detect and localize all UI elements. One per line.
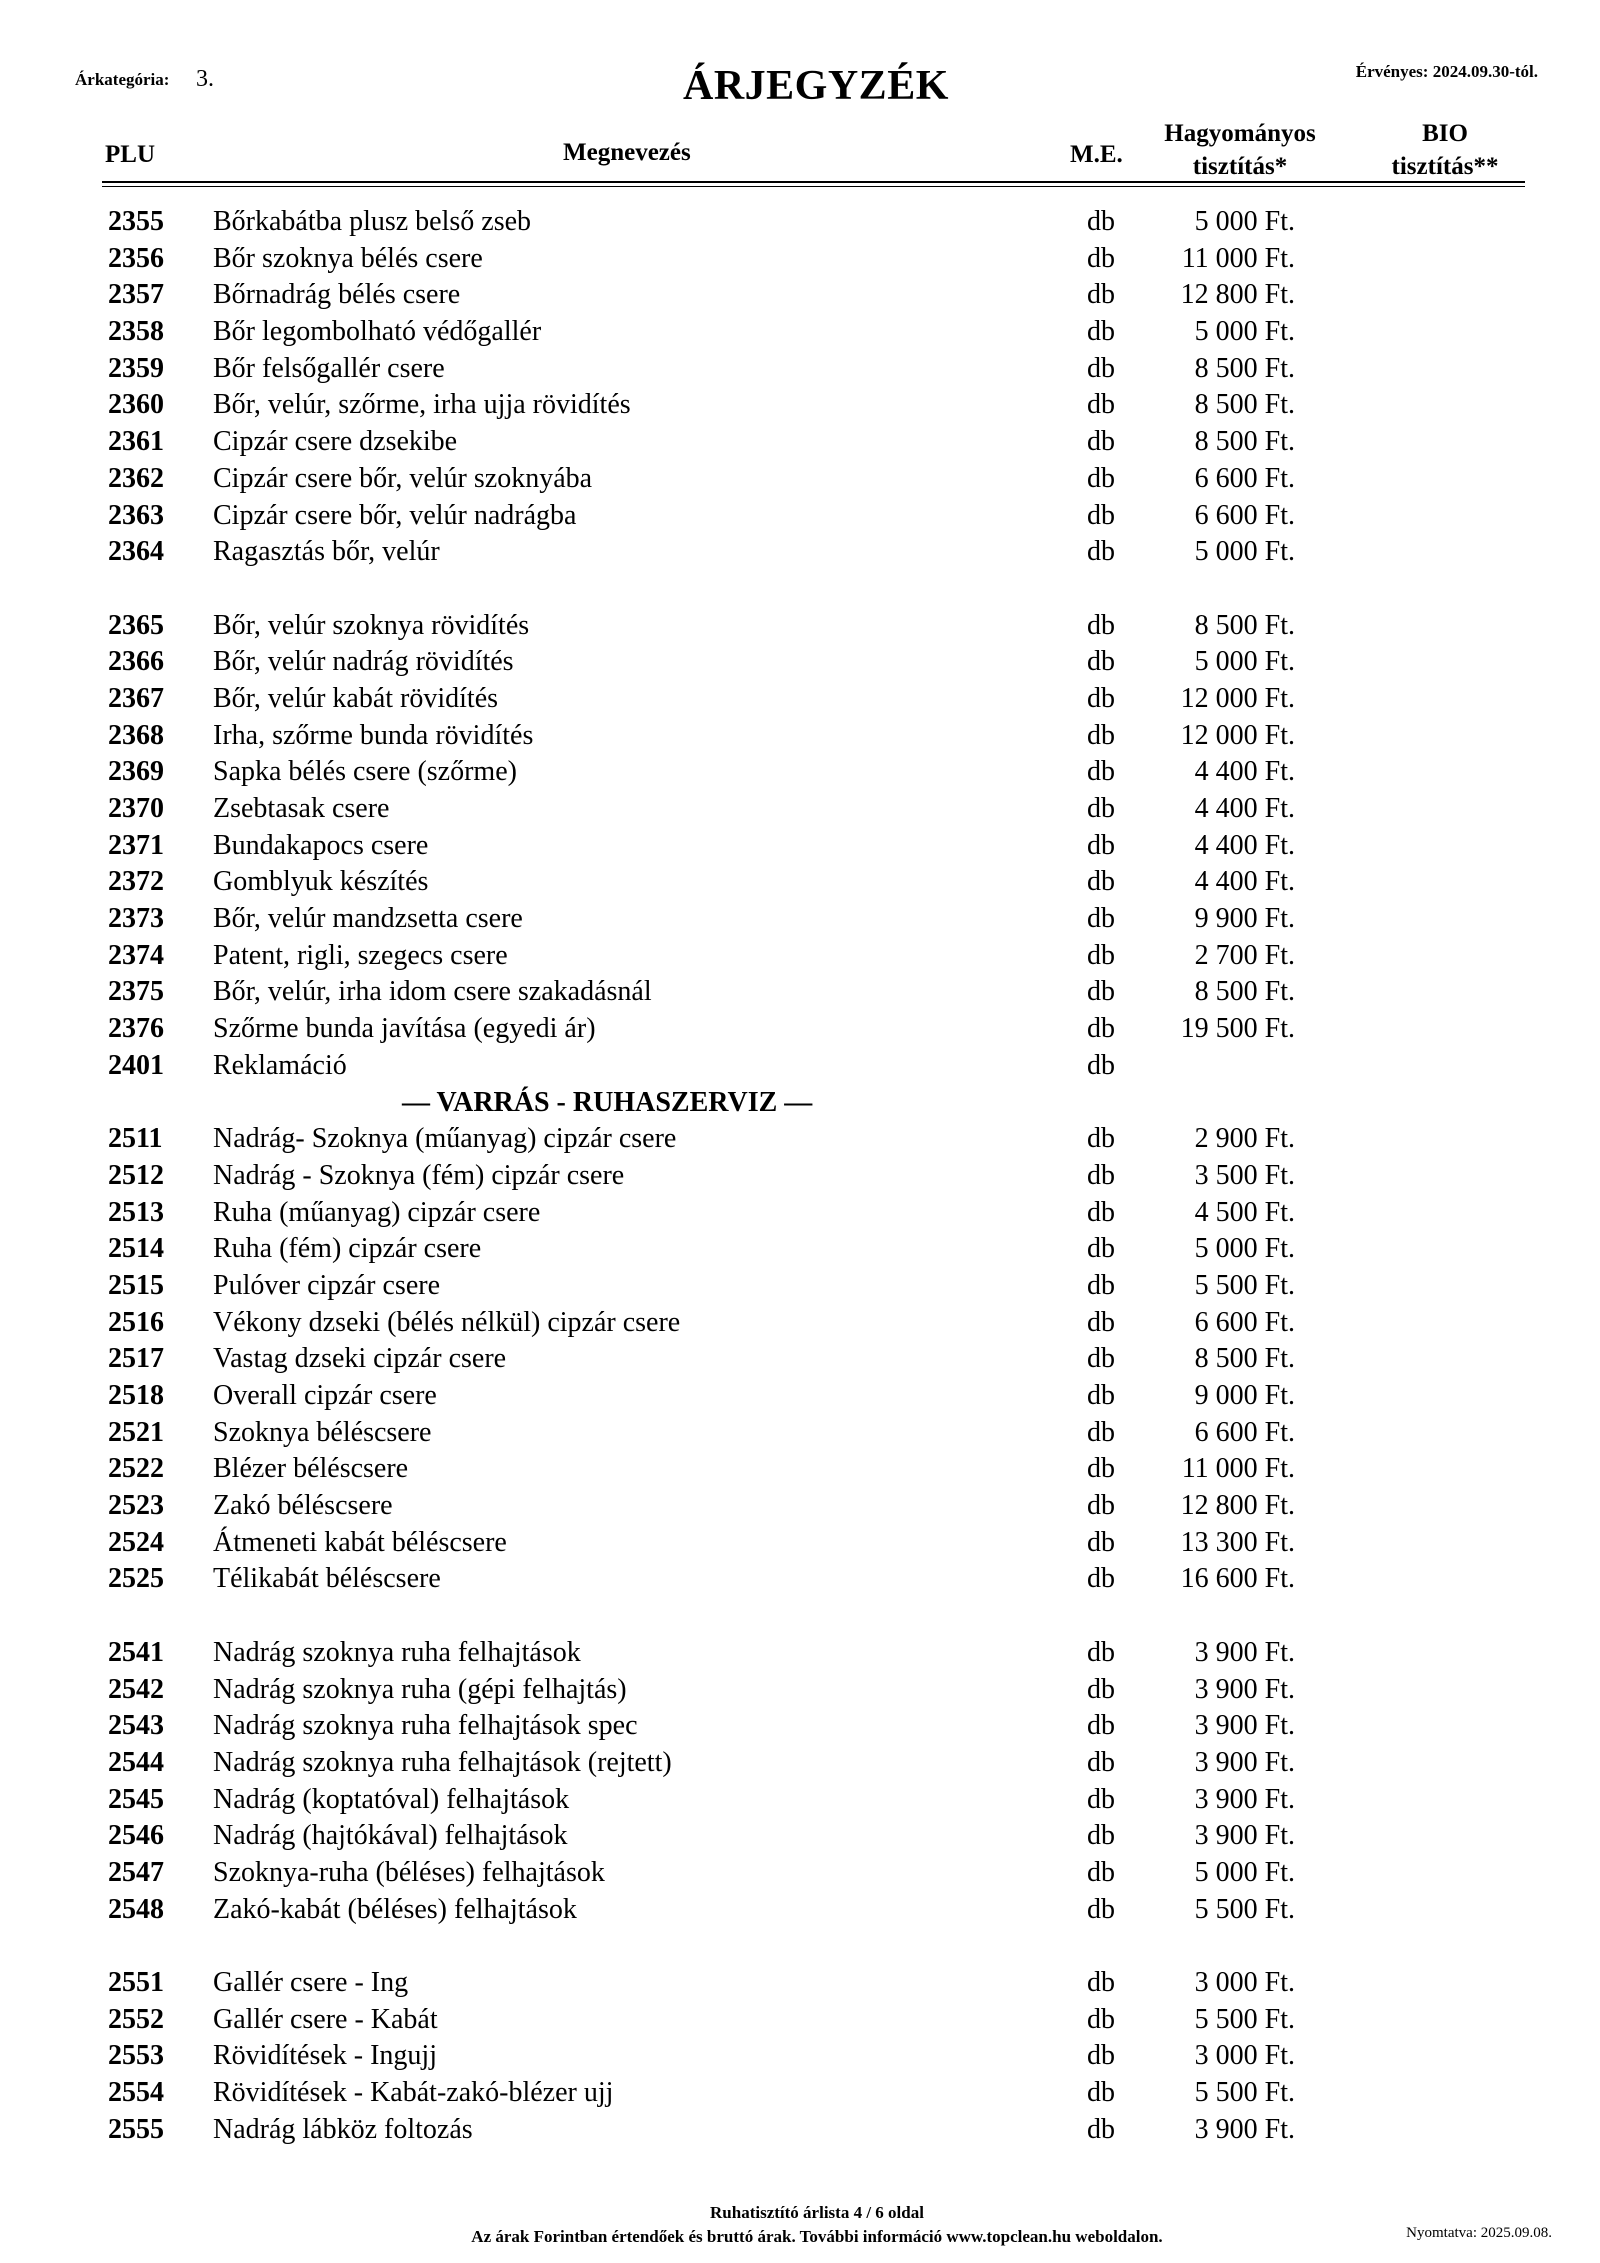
plu-cell: 2371 bbox=[108, 829, 164, 861]
unit-cell: db bbox=[1087, 462, 1115, 494]
plu-cell: 2368 bbox=[108, 719, 164, 751]
price-cell: 5 000 Ft. bbox=[1194, 316, 1295, 348]
name-cell: Nadrág- Szoknya (műanyag) cipzár csere bbox=[213, 1123, 677, 1155]
plu-cell: 2547 bbox=[108, 1856, 164, 1888]
name-cell: Bőr, velúr nadrág rövidítés bbox=[213, 646, 514, 678]
plu-cell: 2546 bbox=[108, 1820, 164, 1852]
price-cell: 4 400 Ft. bbox=[1194, 866, 1295, 898]
unit-cell: db bbox=[1087, 1820, 1115, 1852]
price-cell: 5 500 Ft. bbox=[1194, 1269, 1295, 1301]
unit-cell: db bbox=[1087, 1269, 1115, 1301]
unit-cell: db bbox=[1087, 1490, 1115, 1522]
price-cell: 4 400 Ft. bbox=[1194, 829, 1295, 861]
header-divider bbox=[102, 181, 1525, 183]
name-cell: Nadrág lábköz foltozás bbox=[213, 2113, 473, 2145]
printed-date: Nyomtatva: 2025.09.08. bbox=[1406, 2225, 1552, 2241]
plu-cell: 2365 bbox=[108, 609, 164, 641]
unit-cell: db bbox=[1087, 1233, 1115, 1265]
plu-cell: 2374 bbox=[108, 939, 164, 971]
unit-cell: db bbox=[1087, 829, 1115, 861]
price-cell: 8 500 Ft. bbox=[1194, 1343, 1295, 1375]
plu-cell: 2553 bbox=[108, 2040, 164, 2072]
unit-cell: db bbox=[1087, 536, 1115, 568]
unit-cell: db bbox=[1087, 242, 1115, 274]
price-cell: 3 900 Ft. bbox=[1194, 1636, 1295, 1668]
plu-cell: 2367 bbox=[108, 682, 164, 714]
unit-cell: db bbox=[1087, 609, 1115, 641]
column-header-bio-cleaning bbox=[1360, 117, 1530, 183]
name-cell: Bőr, velúr mandzsetta csere bbox=[213, 903, 523, 935]
table-row bbox=[0, 901, 1600, 938]
price-list bbox=[0, 204, 1600, 2148]
table-row bbox=[0, 1561, 1600, 1598]
name-cell: Cipzár csere dzsekibe bbox=[213, 426, 458, 458]
table-row bbox=[0, 461, 1600, 498]
table-row bbox=[0, 387, 1600, 424]
unit-cell: db bbox=[1087, 1746, 1115, 1778]
unit-cell: db bbox=[1087, 793, 1115, 824]
price-cell: 3 000 Ft. bbox=[1194, 2040, 1295, 2072]
plu-cell: 2516 bbox=[108, 1306, 164, 1338]
plu-cell: 2359 bbox=[108, 352, 164, 384]
price-cell: 12 800 Ft. bbox=[1180, 279, 1295, 311]
plu-cell: 2552 bbox=[108, 2003, 164, 2035]
price-cell: 6 600 Ft. bbox=[1194, 462, 1295, 494]
name-cell: Zakó béléscsere bbox=[213, 1490, 393, 1522]
price-cell: 8 500 Ft. bbox=[1194, 352, 1295, 384]
column-header-unit: M.E. bbox=[1070, 141, 1123, 168]
plu-cell: 2511 bbox=[108, 1123, 163, 1155]
table-row bbox=[0, 1965, 1600, 2002]
price-cell: 16 600 Ft. bbox=[1180, 1563, 1295, 1595]
table-row bbox=[0, 351, 1600, 388]
name-cell: Pulóver cipzár csere bbox=[213, 1269, 440, 1301]
name-cell: Szőrme bunda javítása (egyedi ár) bbox=[213, 1013, 596, 1045]
table-row bbox=[0, 1855, 1600, 1892]
unit-cell: db bbox=[1087, 279, 1115, 311]
table-row bbox=[0, 1672, 1600, 1709]
price-cell: 6 600 Ft. bbox=[1194, 1306, 1295, 1338]
plu-cell: 2370 bbox=[108, 793, 164, 824]
name-cell: Sapka bélés csere (szőrme) bbox=[213, 756, 517, 788]
unit-cell: db bbox=[1087, 1416, 1115, 1448]
plu-cell: 2366 bbox=[108, 646, 164, 678]
price-cell: 5 500 Ft. bbox=[1194, 1893, 1295, 1925]
price-category-value: 3. bbox=[196, 66, 214, 92]
name-cell: Nadrág szoknya ruha felhajtások bbox=[213, 1636, 581, 1668]
column-header-traditional-line1: Hagyományos bbox=[1164, 120, 1316, 147]
plu-cell: 2514 bbox=[108, 1233, 164, 1265]
plu-cell: 2551 bbox=[108, 1967, 164, 1998]
plu-cell: 2523 bbox=[108, 1490, 164, 1522]
price-cell: 5 000 Ft. bbox=[1194, 206, 1295, 237]
plu-cell: 2515 bbox=[108, 1269, 164, 1301]
table-row bbox=[0, 681, 1600, 718]
unit-cell: db bbox=[1087, 719, 1115, 751]
plu-cell: 2525 bbox=[108, 1563, 164, 1595]
name-cell: Télikabát béléscsere bbox=[213, 1563, 441, 1595]
unit-cell: db bbox=[1087, 1013, 1115, 1045]
unit-cell: db bbox=[1087, 1049, 1115, 1081]
name-cell: Nadrág szoknya ruha felhajtások spec bbox=[213, 1710, 638, 1742]
price-cell: 9 000 Ft. bbox=[1194, 1380, 1295, 1411]
plu-cell: 2555 bbox=[108, 2113, 164, 2145]
group-spacer bbox=[0, 1598, 1600, 1635]
price-cell: 5 000 Ft. bbox=[1194, 1233, 1295, 1265]
table-row bbox=[0, 1525, 1600, 1562]
price-cell: 3 900 Ft. bbox=[1194, 1746, 1295, 1778]
table-row bbox=[0, 1195, 1600, 1232]
price-cell: 6 600 Ft. bbox=[1194, 499, 1295, 531]
table-row bbox=[0, 498, 1600, 535]
table-row bbox=[0, 277, 1600, 314]
name-cell: Patent, rigli, szegecs csere bbox=[213, 939, 508, 971]
name-cell: Bőrkabátba plusz belső zseb bbox=[213, 206, 532, 237]
name-cell: Zsebtasak csere bbox=[213, 793, 390, 824]
table-row bbox=[0, 608, 1600, 645]
header-divider-thin bbox=[102, 186, 1525, 187]
table-row bbox=[0, 1268, 1600, 1305]
plu-cell: 2543 bbox=[108, 1710, 164, 1742]
name-cell: Bőr felsőgallér csere bbox=[213, 352, 445, 384]
plu-cell: 2545 bbox=[108, 1783, 164, 1815]
price-cell: 8 500 Ft. bbox=[1194, 426, 1295, 458]
price-cell: 5 500 Ft. bbox=[1194, 2077, 1295, 2109]
table-row bbox=[0, 424, 1600, 461]
price-cell: 3 900 Ft. bbox=[1194, 2113, 1295, 2145]
section-heading-text: — VARRÁS - RUHASZERVIZ — bbox=[402, 1086, 813, 1118]
table-row bbox=[0, 754, 1600, 791]
table-row bbox=[0, 2002, 1600, 2039]
plu-cell: 2554 bbox=[108, 2077, 164, 2109]
plu-cell: 2542 bbox=[108, 1673, 164, 1705]
plu-cell: 2358 bbox=[108, 316, 164, 348]
price-cell: 11 000 Ft. bbox=[1181, 1453, 1295, 1485]
column-header-traditional-cleaning bbox=[1145, 117, 1335, 183]
price-cell: 2 700 Ft. bbox=[1194, 939, 1295, 971]
price-cell: 4 400 Ft. bbox=[1194, 793, 1295, 824]
unit-cell: db bbox=[1087, 1159, 1115, 1191]
name-cell: Blézer béléscsere bbox=[213, 1453, 409, 1485]
table-row bbox=[0, 1378, 1600, 1415]
column-header-name: Megnevezés bbox=[563, 139, 691, 166]
table-row bbox=[0, 791, 1600, 828]
unit-cell: db bbox=[1087, 426, 1115, 458]
name-cell: Bőr, velúr szoknya rövidítés bbox=[213, 609, 530, 641]
plu-cell: 2521 bbox=[108, 1416, 164, 1448]
price-cell: 2 900 Ft. bbox=[1194, 1123, 1295, 1155]
name-cell: Nadrág (koptatóval) felhajtások bbox=[213, 1783, 570, 1815]
price-cell: 5 000 Ft. bbox=[1194, 1856, 1295, 1888]
plu-cell: 2401 bbox=[108, 1049, 164, 1081]
name-cell: Bőrnadrág bélés csere bbox=[213, 279, 461, 311]
plu-cell: 2364 bbox=[108, 536, 164, 568]
plu-cell: 2517 bbox=[108, 1343, 164, 1375]
name-cell: Nadrág szoknya ruha felhajtások (rejtett) bbox=[213, 1746, 672, 1778]
column-header-bio-line1: BIO bbox=[1422, 120, 1468, 147]
table-row bbox=[0, 314, 1600, 351]
plu-cell: 2375 bbox=[108, 976, 164, 1008]
table-row bbox=[0, 718, 1600, 755]
unit-cell: db bbox=[1087, 1306, 1115, 1338]
unit-cell: db bbox=[1087, 1673, 1115, 1705]
name-cell: Nadrág szoknya ruha (gépi felhajtás) bbox=[213, 1673, 627, 1705]
price-cell: 3 500 Ft. bbox=[1194, 1159, 1295, 1191]
plu-cell: 2362 bbox=[108, 462, 164, 494]
plu-cell: 2513 bbox=[108, 1196, 164, 1228]
table-row bbox=[0, 1745, 1600, 1782]
plu-cell: 2369 bbox=[108, 756, 164, 788]
table-row bbox=[0, 534, 1600, 571]
name-cell: Ruha (fém) cipzár csere bbox=[213, 1233, 482, 1265]
plu-cell: 2363 bbox=[108, 499, 164, 531]
unit-cell: db bbox=[1087, 1563, 1115, 1595]
price-cell: 11 000 Ft. bbox=[1181, 242, 1295, 274]
table-row bbox=[0, 1011, 1600, 1048]
table-row bbox=[0, 1488, 1600, 1525]
plu-cell: 2524 bbox=[108, 1526, 164, 1558]
unit-cell: db bbox=[1087, 866, 1115, 898]
name-cell: Bőr, velúr kabát rövidítés bbox=[213, 682, 499, 714]
plu-cell: 2518 bbox=[108, 1380, 164, 1411]
table-row bbox=[0, 1341, 1600, 1378]
unit-cell: db bbox=[1087, 499, 1115, 531]
name-cell: Bőr, velúr, irha idom csere szakadásnál bbox=[213, 976, 652, 1008]
valid-from-date: Érvényes: 2024.09.30-tól. bbox=[1355, 62, 1538, 81]
page-footer bbox=[0, 2201, 1600, 2249]
column-header-bio-line2: tisztítás** bbox=[1391, 153, 1499, 180]
footer-note: Az árak Forintban értendőek és bruttó árak. További információ www.topclean.hu weboldalon. bbox=[471, 2227, 1163, 2246]
name-cell: Bőr, velúr, szőrme, irha ujja rövidítés bbox=[213, 389, 631, 421]
table-row bbox=[0, 2038, 1600, 2075]
table-row bbox=[0, 1451, 1600, 1488]
unit-cell: db bbox=[1087, 352, 1115, 384]
document-title: ÁRJEGYZÉK bbox=[683, 63, 949, 109]
unit-cell: db bbox=[1087, 1123, 1115, 1155]
plu-cell: 2355 bbox=[108, 206, 164, 237]
name-cell: Gomblyuk készítés bbox=[213, 866, 429, 898]
name-cell: Bőr legombolható védőgallér bbox=[213, 316, 542, 348]
plu-cell: 2376 bbox=[108, 1013, 164, 1045]
unit-cell: db bbox=[1087, 1967, 1115, 1998]
plu-cell: 2361 bbox=[108, 426, 164, 458]
unit-cell: db bbox=[1087, 1636, 1115, 1668]
name-cell: Zakó-kabát (béléses) felhajtások bbox=[213, 1893, 577, 1925]
table-row bbox=[0, 828, 1600, 865]
unit-cell: db bbox=[1087, 1710, 1115, 1742]
unit-cell: db bbox=[1087, 1856, 1115, 1888]
name-cell: Overall cipzár csere bbox=[213, 1380, 437, 1411]
price-category-label: Árkategória: bbox=[75, 70, 170, 89]
name-cell: Gallér csere - Kabát bbox=[213, 2003, 438, 2035]
table-row bbox=[0, 864, 1600, 901]
name-cell: Vastag dzseki cipzár csere bbox=[213, 1343, 507, 1375]
table-row bbox=[0, 1892, 1600, 1929]
unit-cell: db bbox=[1087, 2003, 1115, 2035]
plu-cell: 2544 bbox=[108, 1746, 164, 1778]
price-cell: 5 000 Ft. bbox=[1194, 536, 1295, 568]
unit-cell: db bbox=[1087, 206, 1115, 237]
group-spacer bbox=[0, 1928, 1600, 1965]
table-row bbox=[0, 2075, 1600, 2112]
price-cell: 5 500 Ft. bbox=[1194, 2003, 1295, 2035]
price-cell: 3 900 Ft. bbox=[1194, 1783, 1295, 1815]
table-row bbox=[0, 644, 1600, 681]
unit-cell: db bbox=[1087, 682, 1115, 714]
unit-cell: db bbox=[1087, 2077, 1115, 2109]
price-cell: 12 000 Ft. bbox=[1180, 719, 1295, 751]
column-header-traditional-line2: tisztítás* bbox=[1192, 153, 1288, 180]
table-row bbox=[0, 938, 1600, 975]
table-row bbox=[0, 1818, 1600, 1855]
plu-cell: 2522 bbox=[108, 1453, 164, 1485]
unit-cell: db bbox=[1087, 2040, 1115, 2072]
price-cell: 4 400 Ft. bbox=[1194, 756, 1295, 788]
name-cell: Bundakapocs csere bbox=[213, 829, 429, 861]
plu-cell: 2372 bbox=[108, 866, 164, 898]
name-cell: Cipzár csere bőr, velúr nadrágba bbox=[213, 499, 577, 531]
unit-cell: db bbox=[1087, 646, 1115, 678]
plu-cell: 2373 bbox=[108, 903, 164, 935]
name-cell: Ruha (műanyag) cipzár csere bbox=[213, 1196, 541, 1228]
price-cell: 9 900 Ft. bbox=[1194, 903, 1295, 935]
table-row bbox=[0, 204, 1600, 241]
unit-cell: db bbox=[1087, 1453, 1115, 1485]
column-header-plu: PLU bbox=[105, 141, 155, 168]
unit-cell: db bbox=[1087, 316, 1115, 348]
table-row bbox=[0, 1048, 1600, 1085]
plu-cell: 2548 bbox=[108, 1893, 164, 1925]
price-cell: 8 500 Ft. bbox=[1194, 976, 1295, 1008]
name-cell: Ragasztás bőr, velúr bbox=[213, 536, 440, 568]
name-cell: Irha, szőrme bunda rövidítés bbox=[213, 719, 534, 751]
unit-cell: db bbox=[1087, 389, 1115, 421]
section-heading bbox=[0, 1085, 1600, 1122]
name-cell: Nadrág - Szoknya (fém) cipzár csere bbox=[213, 1159, 625, 1191]
table-row bbox=[0, 1635, 1600, 1672]
plu-cell: 2360 bbox=[108, 389, 164, 421]
price-cell: 3 900 Ft. bbox=[1194, 1710, 1295, 1742]
price-cell: 6 600 Ft. bbox=[1194, 1416, 1295, 1448]
table-row bbox=[0, 1305, 1600, 1342]
unit-cell: db bbox=[1087, 1380, 1115, 1411]
unit-cell: db bbox=[1087, 1196, 1115, 1228]
plu-cell: 2357 bbox=[108, 279, 164, 311]
price-cell: 4 500 Ft. bbox=[1194, 1196, 1295, 1228]
unit-cell: db bbox=[1087, 1343, 1115, 1375]
name-cell: Bőr szoknya bélés csere bbox=[213, 242, 483, 274]
name-cell: Nadrág (hajtókával) felhajtások bbox=[213, 1820, 568, 1852]
unit-cell: db bbox=[1087, 1526, 1115, 1558]
name-cell: Szoknya béléscsere bbox=[213, 1416, 432, 1448]
unit-cell: db bbox=[1087, 939, 1115, 971]
price-cell: 8 500 Ft. bbox=[1194, 609, 1295, 641]
unit-cell: db bbox=[1087, 903, 1115, 935]
plu-cell: 2356 bbox=[108, 242, 164, 274]
table-row bbox=[0, 241, 1600, 278]
table-row bbox=[0, 1158, 1600, 1195]
table-row bbox=[0, 1782, 1600, 1819]
price-cell: 13 300 Ft. bbox=[1180, 1526, 1295, 1558]
unit-cell: db bbox=[1087, 1783, 1115, 1815]
table-row bbox=[0, 1708, 1600, 1745]
price-cell: 3 900 Ft. bbox=[1194, 1673, 1295, 1705]
plu-cell: 2541 bbox=[108, 1636, 164, 1668]
price-cell: 3 900 Ft. bbox=[1194, 1820, 1295, 1852]
price-cell: 3 000 Ft. bbox=[1194, 1967, 1295, 1998]
table-row bbox=[0, 2112, 1600, 2149]
price-cell: 12 000 Ft. bbox=[1180, 682, 1295, 714]
price-cell: 12 800 Ft. bbox=[1180, 1490, 1295, 1522]
table-row bbox=[0, 1415, 1600, 1452]
unit-cell: db bbox=[1087, 2113, 1115, 2145]
price-cell: 5 000 Ft. bbox=[1194, 646, 1295, 678]
name-cell: Gallér csere - Ing bbox=[213, 1967, 409, 1998]
name-cell: Cipzár csere bőr, velúr szoknyába bbox=[213, 462, 593, 494]
name-cell: Szoknya-ruha (béléses) felhajtások bbox=[213, 1856, 605, 1888]
price-cell: 8 500 Ft. bbox=[1194, 389, 1295, 421]
table-row bbox=[0, 1121, 1600, 1158]
name-cell: Átmeneti kabát béléscsere bbox=[213, 1526, 507, 1558]
price-cell: 19 500 Ft. bbox=[1180, 1013, 1295, 1045]
name-cell: Reklamáció bbox=[213, 1049, 347, 1081]
table-row bbox=[0, 1231, 1600, 1268]
name-cell: Rövidítések - Kabát-zakó-blézer ujj bbox=[213, 2077, 614, 2109]
plu-cell: 2512 bbox=[108, 1159, 164, 1191]
table-row bbox=[0, 974, 1600, 1011]
footer-page-info: Ruhatisztító árlista 4 / 6 oldal bbox=[710, 2203, 924, 2222]
unit-cell: db bbox=[1087, 756, 1115, 788]
name-cell: Rövidítések - Ingujj bbox=[213, 2040, 437, 2072]
group-spacer bbox=[0, 571, 1600, 608]
name-cell: Vékony dzseki (bélés nélkül) cipzár csere bbox=[213, 1306, 681, 1338]
unit-cell: db bbox=[1087, 976, 1115, 1008]
unit-cell: db bbox=[1087, 1893, 1115, 1925]
